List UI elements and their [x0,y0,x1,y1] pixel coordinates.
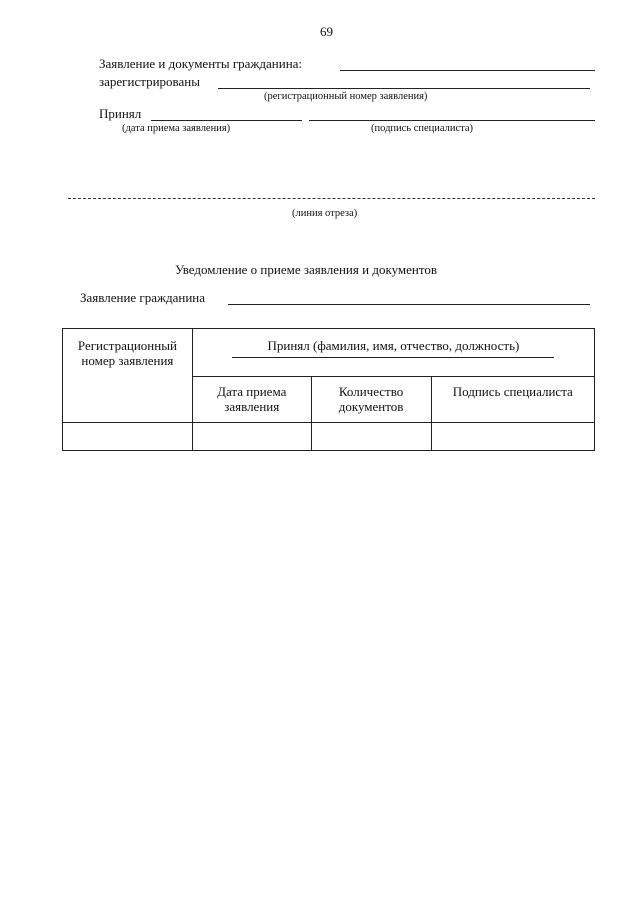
accepted-label: Принял [99,106,142,121]
header-specialist-signature [431,377,594,423]
accepted-by-underline [232,357,554,358]
registered-label: зарегистрированы [99,74,200,89]
header-accepted-by [192,329,594,377]
statement-field-line [340,70,595,71]
table-row [63,423,595,451]
header-acceptance-date [192,377,311,423]
cell-registration-number[interactable] [63,423,193,451]
registration-number-caption: (регистрационный номер заявления) [264,91,428,102]
cell-specialist-signature[interactable] [431,423,594,451]
table-header-row [63,329,595,377]
header-registration-number-text: Регистрационный номер заявления [77,338,177,368]
citizen-name-line [228,304,590,305]
specialist-signature-line [309,120,595,121]
acceptance-date-caption: (дата приема заявления) [122,123,231,134]
cell-document-count[interactable] [311,423,431,451]
header-document-count-text: Количество документов [338,384,404,414]
header-acceptance-date-text: Дата приема заявления [217,384,287,414]
cut-line [68,198,595,199]
header-accepted-by-text: Принял (фамилия, имя, отчество, должность) [267,338,520,353]
statement-label: Заявление и документы гражданина: [99,56,303,71]
header-specialist-signature-text: Подпись специалиста [452,384,573,399]
notice-table [62,328,595,451]
notice-title: Уведомление о приеме заявления и документов [175,262,437,277]
specialist-signature-caption: (подпись специалиста) [371,123,474,134]
cell-acceptance-date[interactable] [192,423,311,451]
citizen-statement-label: Заявление гражданина [80,290,206,305]
registration-number-line [218,88,590,89]
acceptance-date-line [151,120,302,121]
header-document-count [311,377,431,423]
header-registration-number [63,329,193,423]
page-number: 69 [320,24,333,39]
cut-line-caption: (линия отреза) [292,208,358,219]
